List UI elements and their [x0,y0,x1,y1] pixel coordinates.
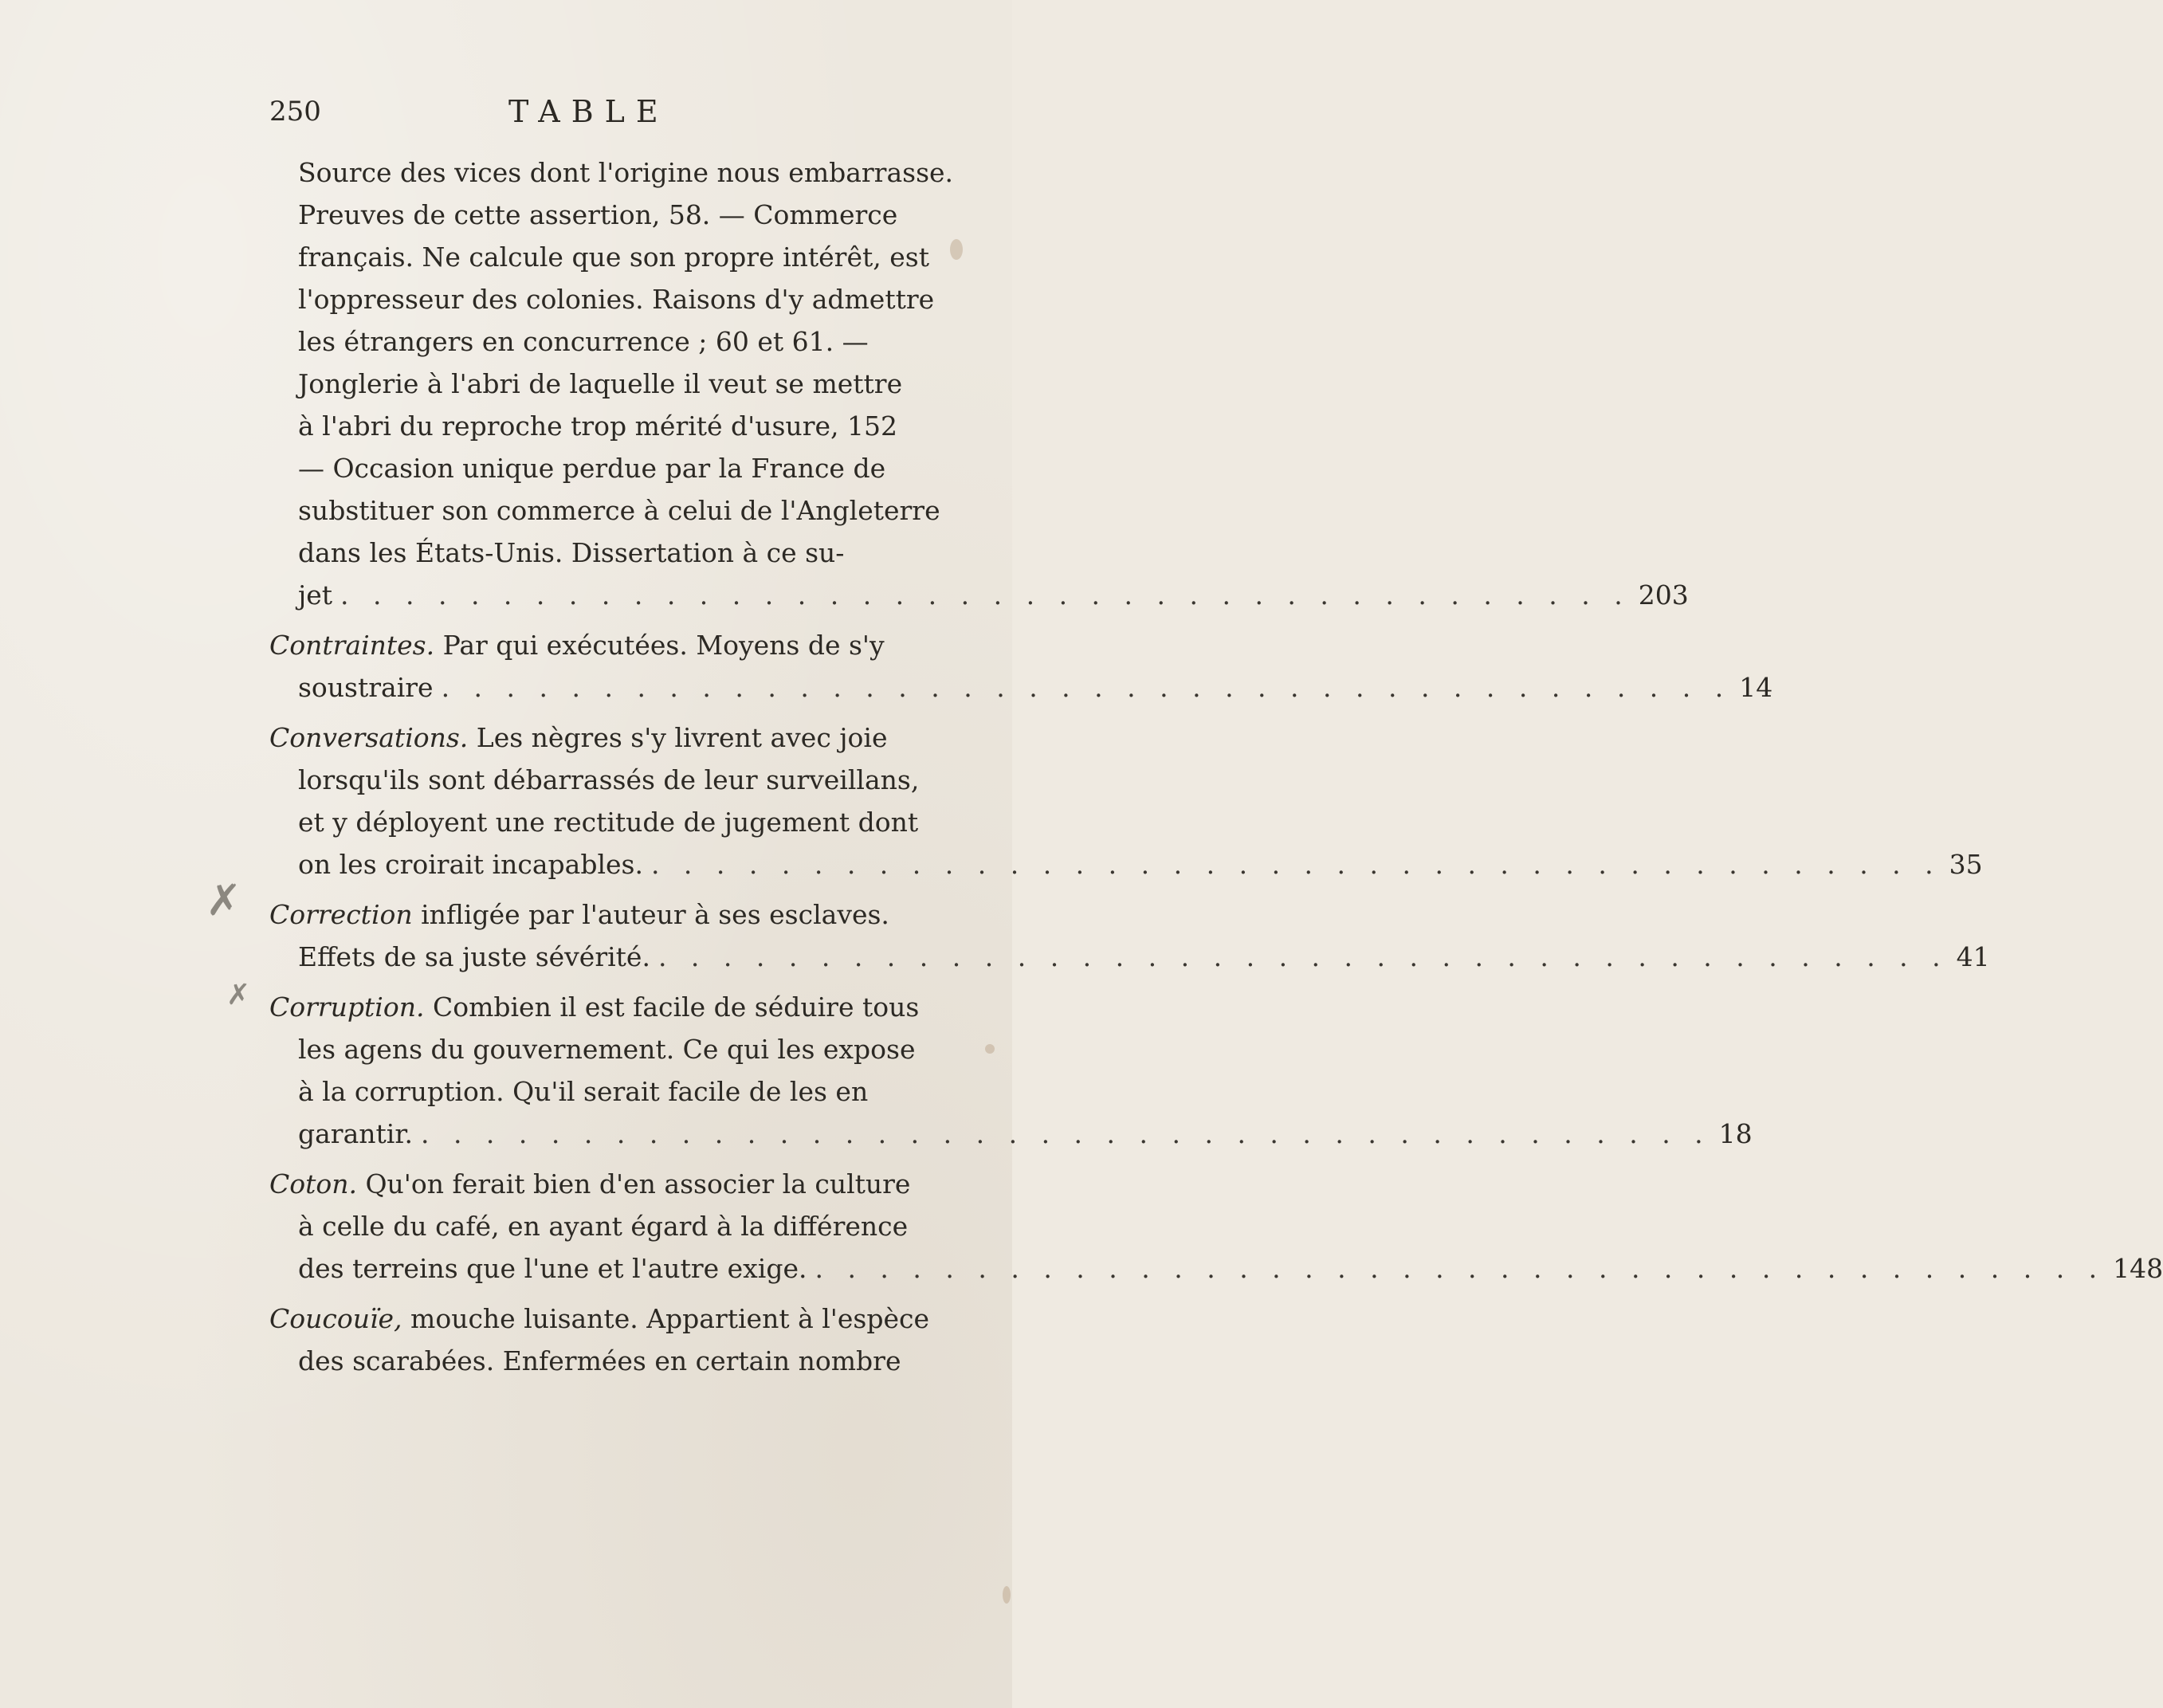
entry-line [269,893,931,936]
leader-dots: . . . . . . . . . . . . . . . . . . . . . . . . . . . . . . . . . . . . . . . . [815,1253,2106,1284]
entry-text: Combien il est facile de séduire tous [424,991,920,1023]
index-entry [269,986,1753,1155]
paper-stain [950,239,963,260]
index-entry [269,1298,931,1382]
entry-text: Les nègres s'y livrent avec joie [468,722,888,753]
entry-line: les étrangers en concurrence ; 60 et 61. — [298,326,869,357]
leader-dots: . . . . . . . . . . . . . . . . . . . . . . . . . . . . . . . . . . . . . . . . [420,1118,1711,1149]
index-entry [269,717,1983,885]
entry-line: l'oppresseur des colonies. Raisons d'y admettre [298,284,935,315]
entry-last-line [269,843,1983,885]
entry-headword: Correction [269,899,413,930]
entry-line [269,624,931,666]
page-number: 250 [269,96,321,128]
entry-text: Source des vices dont l'origine nous embarrasse. [298,157,954,188]
entry-line: Preuves de cette assertion, 58. — Commerce [298,199,898,230]
entry-text: mouche luisante. Appartient à l'espèce [402,1303,929,1334]
entry-line: — Occasion unique perdue par la France de [298,453,886,484]
entry-last-line [269,1113,1753,1155]
entry-line: et y déployent une rectitude de jugement dont [298,807,919,838]
entry-line [269,717,931,759]
entry-line: des scarabées. Enfermées en certain nombre [298,1345,901,1376]
entry-spacer [269,885,931,893]
entry-headword: Coton. [269,1168,357,1200]
entry-line: les agens du gouvernement. Ce qui les expose [298,1034,916,1065]
entry-text: garantir. [298,1118,413,1149]
entry-spacer [269,616,931,624]
page-reference: 35 [1949,849,1983,880]
entry-line: dans les États-Unis. Dissertation à ce su- [298,537,845,568]
page-reference: 14 [1739,672,1773,703]
entry-line: substituer son commerce à celui de l'Angleterre [298,495,940,526]
page-reference: 203 [1638,579,1689,611]
paper-stain [985,1044,995,1054]
leader-dots: . . . . . . . . . . . . . . . . . . . . . . . . . . . . . . . . . . . . . . . . [441,672,1732,703]
entry-text: on les croirait incapables. [298,849,643,880]
entry-spacer [269,1155,931,1163]
entry-text: Qu'on ferait bien d'en associer la culture [357,1168,911,1200]
entry-line [269,986,931,1028]
entry-line [269,1298,931,1340]
index-entry [269,151,1689,616]
entry-headword: Conversations. [269,722,469,753]
page-reference: 18 [1718,1118,1753,1149]
entry-line: à l'abri du reproche trop mérité d'usure, 152 [298,410,897,442]
entry-text: Effets de sa juste sévérité. [298,941,650,972]
page-reference: 148 [2113,1253,2163,1284]
entry-line: lorsqu'ils sont débarrassés de leur surveillans, [298,764,920,795]
entry-headword: Contraintes. [269,630,435,661]
entry-line: Jonglerie à l'abri de laquelle il veut se mettre [298,368,903,399]
entry-spacer [269,709,931,717]
entry-line: à la corruption. Qu'il serait facile de les en [298,1076,869,1107]
page-reference: 41 [1956,941,1990,972]
entry-headword: Corruption. [269,991,425,1023]
index-entry [269,1163,2163,1290]
entry-headword: Coucouïe, [269,1303,402,1334]
margin-pencil-mark: ✗ [206,875,242,925]
entry-text: Par qui exécutées. Moyens de s'y [434,630,885,661]
page-header [269,94,971,135]
entry-text: infligée par l'auteur à ses esclaves. [412,899,889,930]
entry-line [269,151,954,194]
entry-text: des terreins que l'une et l'autre exige. [298,1253,807,1284]
entry-last-line [269,1247,2163,1290]
entry-text: jet [298,579,333,611]
margin-pencil-mark: ✗ [226,979,251,1011]
leader-dots: . . . . . . . . . . . . . . . . . . . . . . . . . . . . . . . . . . . . . . . . [650,849,1941,880]
entry-line: français. Ne calcule que son propre intérêt, est [298,241,929,273]
entry-last-line [269,936,1990,978]
leader-dots: . . . . . . . . . . . . . . . . . . . . . . . . . . . . . . . . . . . . . . . . [658,941,1949,972]
index-entry [269,624,1773,709]
entry-line [269,1163,931,1205]
leader-dots: . . . . . . . . . . . . . . . . . . . . . . . . . . . . . . . . . . . . . . . . [340,579,1631,611]
running-title: TABLE [508,94,669,129]
entry-spacer [269,1290,931,1298]
paper-stain [1003,1586,1011,1604]
entry-last-line [269,574,1689,616]
index-entries [269,151,2163,1382]
index-entry [269,893,1990,978]
entry-spacer [269,978,931,986]
entry-last-line [269,666,1773,709]
entry-text: soustraire [298,672,434,703]
entry-line: à celle du café, en ayant égard à la différence [298,1211,909,1242]
